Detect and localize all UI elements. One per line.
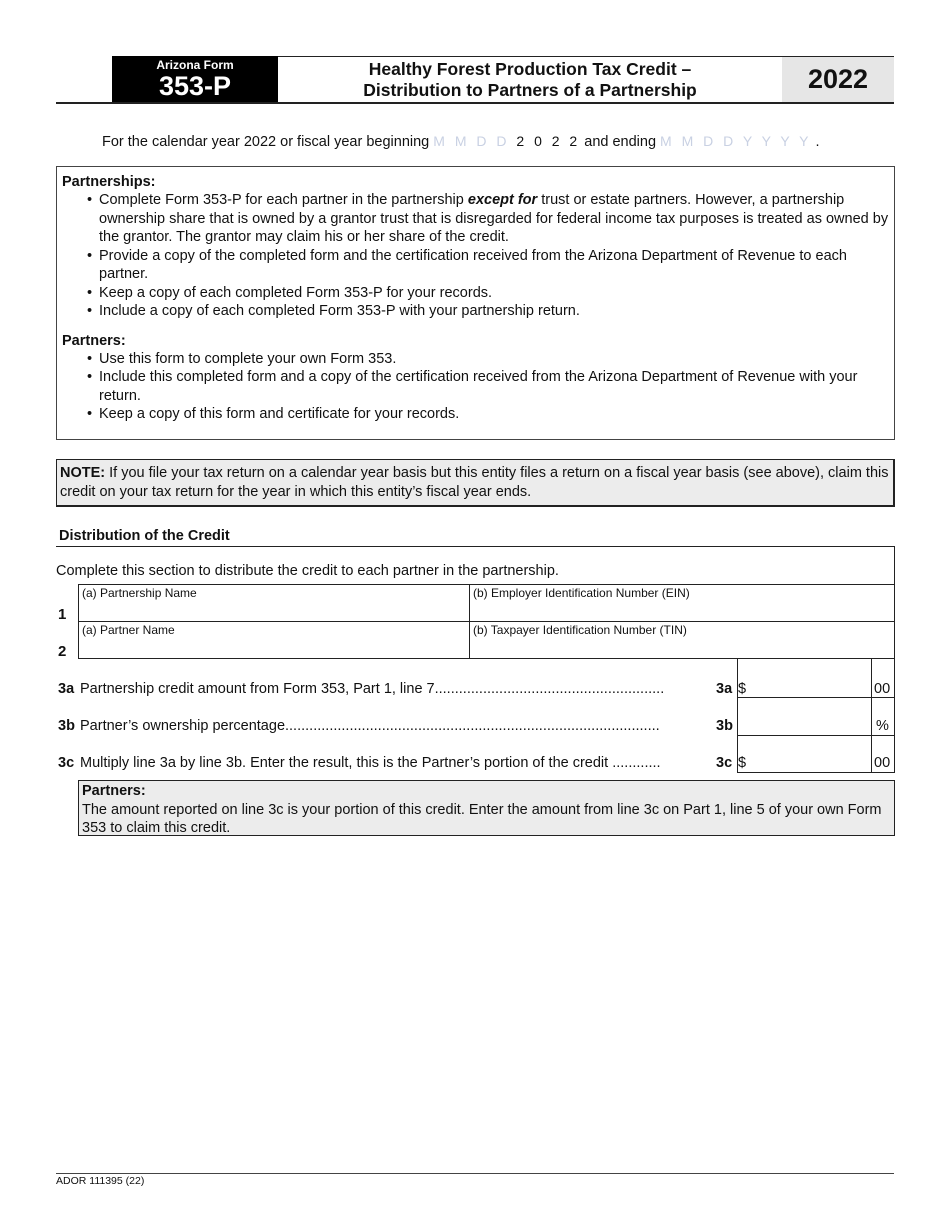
form-title: [280, 57, 780, 102]
fiscal-year-text: For the calendar year 2022 or fiscal year beginning: [102, 134, 430, 150]
distribution-intro: Complete this section to distribute the credit to each partner in the partnership.: [56, 563, 559, 579]
list-item: [84, 191, 889, 247]
partnerships-heading: Partnerships:: [62, 174, 156, 190]
partners-list: [84, 350, 889, 424]
cents-label: 00: [874, 681, 891, 697]
partnership-name-label: (a) Partnership Name: [82, 586, 197, 600]
bullet-emphasis: except for: [467, 192, 538, 208]
partners-note-text: The amount reported on line 3c is your portion of this credit. Enter the amount from line 3c on Part 1, line 5 of your own Form 353 to claim this credit.: [82, 801, 882, 836]
bullet-text: Complete Form 353-P for each partner in the partnership: [99, 192, 468, 208]
grid-line: [469, 584, 470, 659]
line-3c-amount-input[interactable]: [750, 738, 869, 770]
tax-year: 2022: [782, 57, 894, 102]
partnerships-list: [84, 191, 889, 321]
line-3b-number: 3b: [58, 718, 75, 734]
line-3c-text: Multiply line 3a by line 3b. Enter the result, this is the Partner’s portion of the credit ............: [80, 755, 661, 771]
header-bottom-rule: [56, 102, 894, 104]
form-badge: [112, 56, 278, 102]
row-number-2: 2: [58, 643, 67, 660]
fiscal-end-date-field[interactable]: M M D D Y Y Y Y: [660, 133, 812, 149]
distribution-right-border: [894, 546, 895, 658]
grid-line: [78, 584, 79, 659]
form-title-line1: Healthy Forest Production Tax Credit –: [368, 59, 692, 79]
dollar-sign: $: [738, 681, 747, 697]
partners-heading: Partners:: [62, 332, 126, 349]
list-item: • Keep a copy of this form and certificate for your records.: [84, 405, 889, 424]
distribution-title: Distribution of the Credit: [59, 528, 230, 544]
form-label: Arizona Form: [156, 58, 234, 72]
ein-input[interactable]: [472, 600, 892, 619]
partner-name-label: (a) Partner Name: [82, 623, 175, 637]
note-box: [56, 459, 895, 507]
row-number-1: 1: [58, 606, 67, 623]
list-item: • Keep a copy of each completed Form 353-P for your records.: [84, 284, 889, 303]
line-3c: [58, 755, 661, 771]
fiscal-line-period: .: [815, 134, 820, 150]
partners-note-heading: Partners:: [82, 783, 146, 799]
percent-label: %: [876, 718, 889, 734]
fiscal-year-line: [102, 133, 819, 150]
bullet-text: trust or estate partners. However, a partnership ownership share that is owned by a grantor trust that is disregarded for federal income tax purposes is treated as owned by the grantor. The grantor may claim his or her share of the credit.: [99, 192, 889, 245]
grid-line: [737, 772, 895, 773]
form-title-line2: Distribution to Partners of a Partnership: [363, 80, 697, 100]
partnership-name-input[interactable]: [80, 600, 466, 619]
dollar-sign: $: [738, 755, 747, 771]
list-item: • Include a copy of each completed Form 353-P with your partnership return.: [84, 302, 889, 321]
cents-column-divider: [871, 658, 872, 772]
cents-label: 00: [874, 755, 891, 771]
line-3a-text: Partnership credit amount from Form 353, Part 1, line 7.........................................................: [80, 681, 665, 697]
fiscal-ending-text: and ending: [584, 134, 657, 150]
line-3b-text: Partner’s ownership percentage.............................................................................................: [80, 718, 660, 734]
grid-line: [737, 735, 895, 736]
instructions-box: [56, 166, 895, 440]
amount-column-right: [894, 658, 895, 772]
ein-label: (b) Employer Identification Number (EIN): [473, 586, 690, 600]
list-item: • Use this form to complete your own Form 353.: [84, 350, 889, 369]
list-item: • Include this completed form and a copy of the certification received from the Arizona Department of Revenue with your return.: [84, 368, 889, 405]
grid-line: [737, 697, 895, 698]
line-3a-amount-input[interactable]: [750, 662, 869, 695]
note-label: NOTE:: [60, 465, 106, 481]
note-text: If you file your tax return on a calendar year basis but this entity files a return on a fiscal year basis (see above), claim this credit on your tax return for the year in which this entity’s fiscal year ends.: [60, 465, 889, 500]
tin-input[interactable]: [472, 637, 892, 656]
grid-line: [78, 658, 895, 659]
distribution-rule: [56, 546, 895, 547]
partner-name-input[interactable]: [80, 637, 466, 656]
fiscal-begin-date-field[interactable]: [433, 133, 580, 149]
line-3b-ref: 3b: [716, 718, 733, 734]
line-3b-percent-input[interactable]: [740, 700, 869, 733]
line-3c-number: 3c: [58, 755, 75, 771]
list-item: • Provide a copy of the completed form and the certification received from the Arizona Department of Revenue to each partner.: [84, 247, 889, 284]
line-3b: [58, 718, 660, 734]
line-3a-ref: 3a: [716, 681, 733, 697]
footer-form-code: ADOR 111395 (22): [56, 1175, 145, 1187]
partners-note-box: [78, 780, 895, 836]
tin-label: (b) Taxpayer Identification Number (TIN): [473, 623, 687, 637]
line-3a-number: 3a: [58, 681, 75, 697]
line-3c-ref: 3c: [716, 755, 733, 771]
line-3a: [58, 681, 664, 697]
grid-line: [78, 584, 895, 585]
form-number: 353-P: [158, 71, 232, 101]
grid-line: [78, 621, 895, 622]
fiscal-begin-placeholder: M M D D: [433, 133, 510, 149]
fiscal-begin-year: 2 0 2 2: [516, 133, 581, 149]
footer-rule: [56, 1173, 894, 1174]
